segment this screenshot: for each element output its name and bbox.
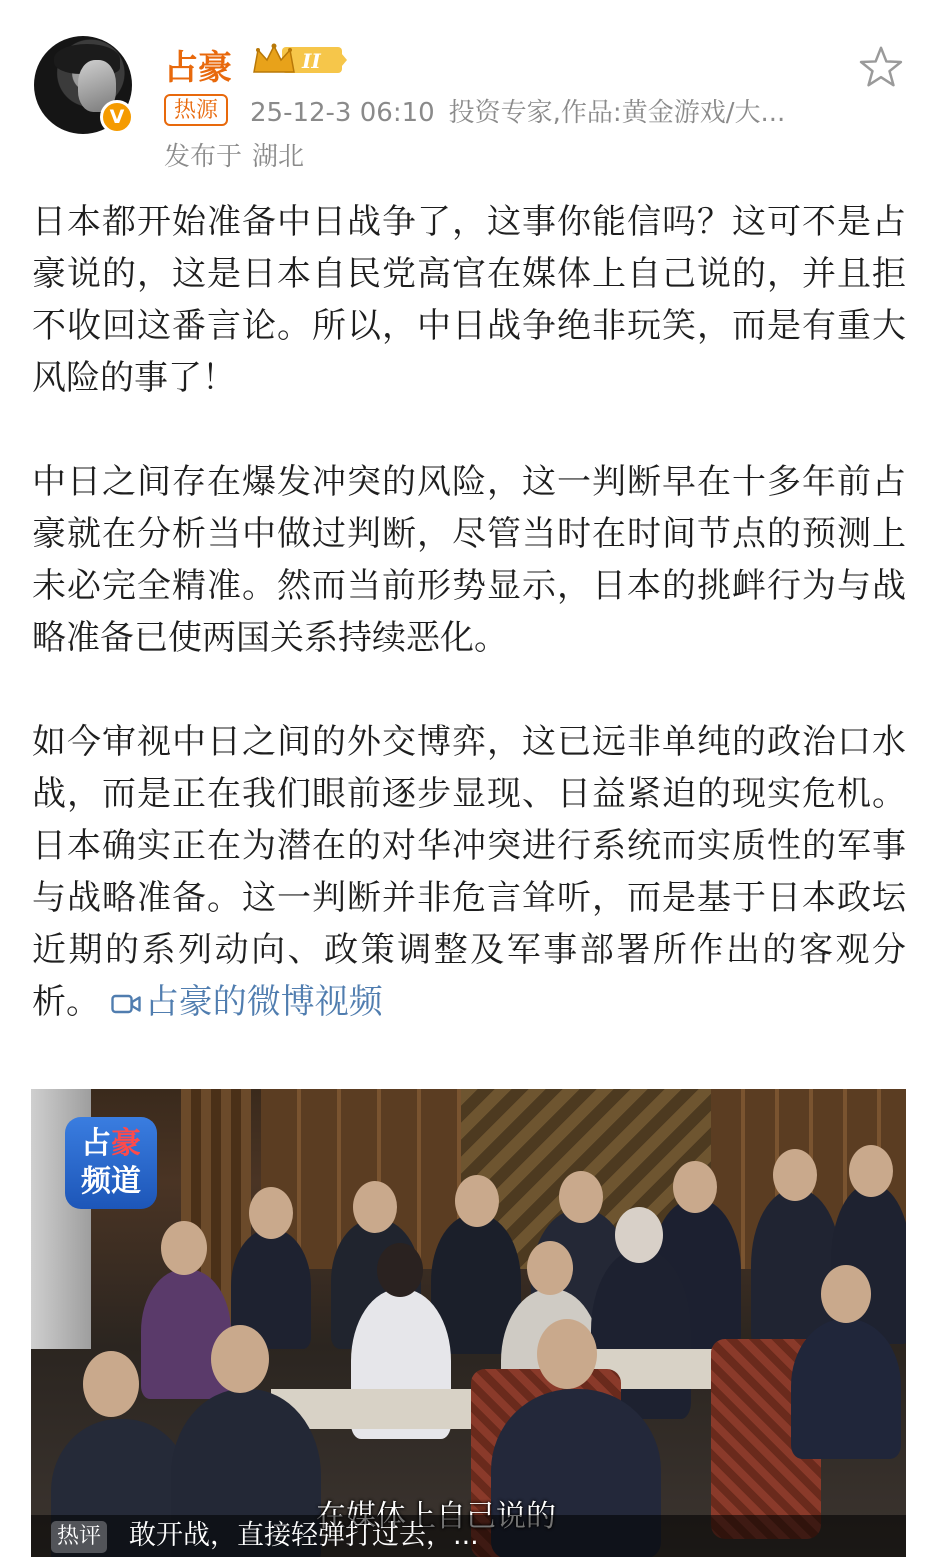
verified-badge-icon: V bbox=[100, 100, 134, 134]
person-head bbox=[455, 1175, 499, 1227]
video-player[interactable] bbox=[31, 1089, 906, 1557]
crown-level-icon bbox=[252, 42, 348, 76]
person-head bbox=[615, 1207, 663, 1263]
person-head bbox=[673, 1161, 717, 1213]
person-head bbox=[559, 1171, 603, 1223]
hot-comment-tag: 热评 bbox=[51, 1521, 107, 1553]
hot-source-tag: 热源 bbox=[164, 94, 228, 126]
person bbox=[791, 1319, 901, 1459]
logo-char-1: 占 bbox=[81, 1126, 111, 1161]
post-paragraph-2: 中日之间存在爆发冲突的风险，这一判断早在十多年前占豪就在分析当中做过判断，尽管当时在时间节点的预测上未必完全精准。然而当前形势显示，日本的挑衅行为与战略准备已使两国关系持续恶化。 bbox=[32, 462, 906, 658]
person-head bbox=[527, 1241, 573, 1295]
location-prefix: 发布于 bbox=[164, 142, 243, 172]
video-camera-icon bbox=[111, 993, 141, 1015]
person-head bbox=[83, 1351, 139, 1417]
logo-char-2: 豪 bbox=[111, 1126, 141, 1161]
person-head bbox=[249, 1187, 293, 1239]
channel-logo bbox=[65, 1117, 157, 1209]
video-link-label: 占豪的微博视频 bbox=[144, 982, 383, 1022]
hot-comment-text: 敢开战，直接轻弹打过去，... bbox=[129, 1520, 479, 1551]
post-timestamp: 25-12-3 06:10 bbox=[250, 98, 435, 128]
author-description: 投资专家,作品:黄金游戏/大... bbox=[448, 98, 786, 128]
author-name[interactable]: 占豪 bbox=[164, 48, 232, 88]
post-body bbox=[32, 196, 906, 1028]
logo-line-2: 频道 bbox=[81, 1164, 141, 1199]
person-head bbox=[377, 1243, 423, 1297]
person-head bbox=[353, 1181, 397, 1233]
post-paragraph-1: 日本都开始准备中日战争了，这事你能信吗？这可不是占豪说的，这是日本自民党高官在媒体上自己说的，并且拒不收回这番言论。所以，中日战争绝非玩笑，而是有重大风险的事了！ bbox=[32, 202, 906, 398]
post-paragraph-3 bbox=[32, 716, 906, 1028]
person-head bbox=[821, 1265, 871, 1323]
star-outline-icon[interactable] bbox=[858, 44, 904, 90]
post-meta bbox=[250, 92, 799, 129]
video-link[interactable] bbox=[111, 982, 383, 1022]
person-head bbox=[773, 1149, 817, 1201]
person-head bbox=[537, 1319, 597, 1389]
post-location bbox=[164, 136, 304, 173]
location-place: 湖北 bbox=[252, 142, 305, 172]
level-text: II bbox=[302, 49, 321, 73]
person-head bbox=[161, 1221, 207, 1275]
person-head bbox=[849, 1145, 893, 1197]
person-head bbox=[211, 1325, 269, 1393]
post-paragraph-3-text: 如今审视中日之间的外交博弈，这已远非单纯的政治口水战，而是正在我们眼前逐步显现、日益紧迫的现实危机。日本确实正在为潜在的对华冲突进行系统而实质性的军事与战略准备。这一判断并非危言耸听，而是基于日本政坛近期的系列动向、政策调整及军事部署所作出的客观分析。 bbox=[32, 722, 906, 1022]
